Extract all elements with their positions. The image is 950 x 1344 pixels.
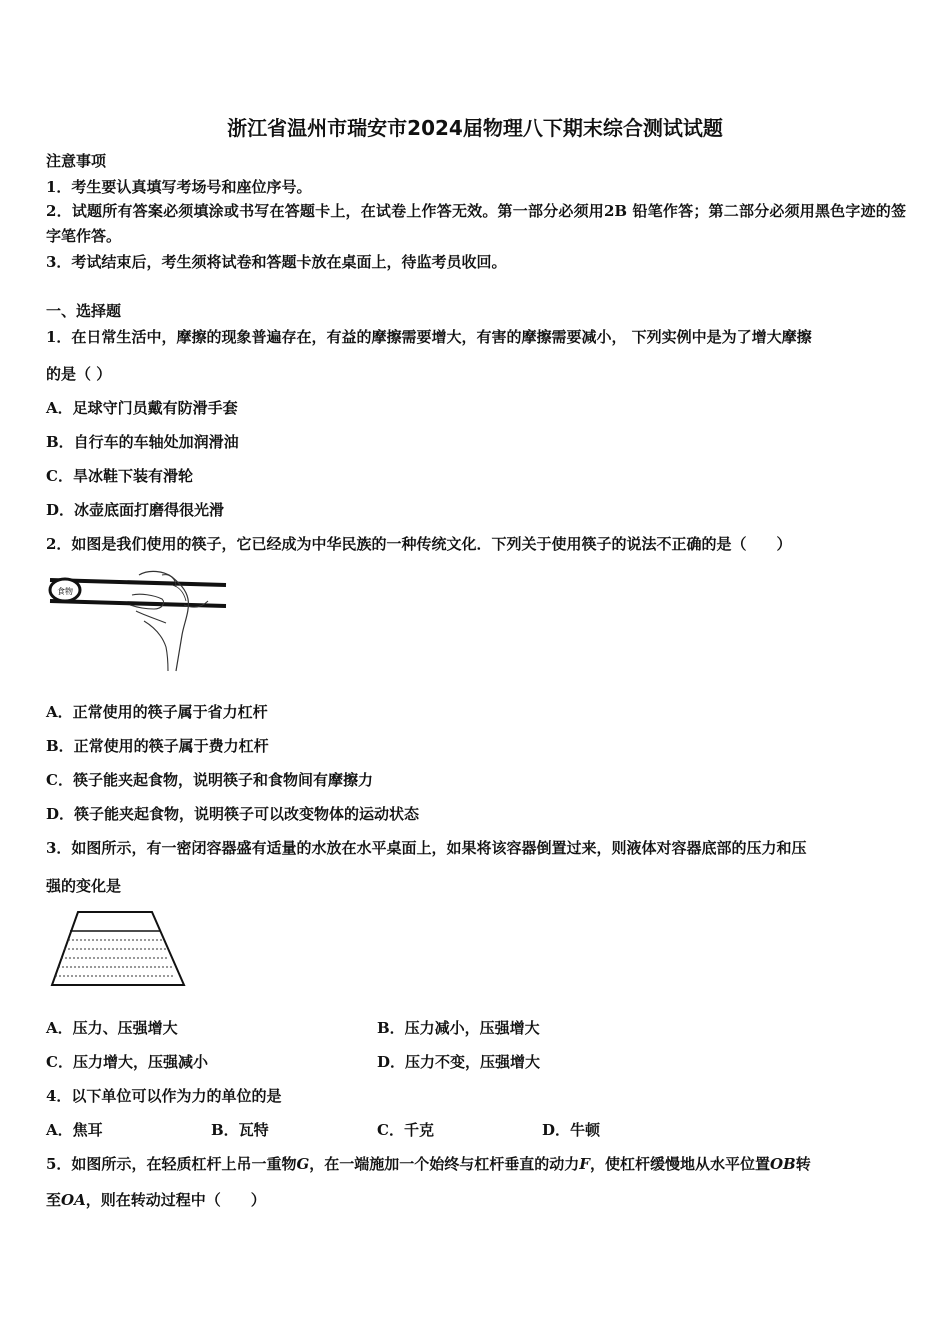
q2-option-d: D．筷子能夹起食物，说明筷子可以改变物体的运动状态: [46, 805, 420, 823]
q4-option-a: A．焦耳: [46, 1121, 103, 1139]
q2-option-a: A．正常使用的筷子属于省力杠杆: [46, 703, 268, 721]
q4-option-d: D．牛顿: [542, 1121, 601, 1139]
q1-option-d: D．冰壶底面打磨得很光滑: [46, 501, 225, 519]
q5-stem-line2: [46, 1190, 266, 1210]
notice-heading: 注意事项: [46, 152, 107, 170]
q3-stem-line1: 3．如图所示，有一密闭容器盛有适量的水放在水平桌面上，如果将该容器倒置过来，则液体对容器底部的压力和压: [46, 839, 807, 857]
section-heading: 一、选择题: [46, 302, 122, 320]
q5-text-1: 5．如图所示，在轻质杠杆上吊一重物: [46, 1155, 297, 1173]
q5-text-6: ，则在转动过程中（ ）: [85, 1191, 266, 1209]
q5-var-oa: OA: [61, 1191, 86, 1209]
q5-text-5: 至: [46, 1191, 62, 1209]
q3-option-b: B．压力减小，压强增大: [377, 1019, 540, 1037]
q5-text-2: ，在一端施加一个始终与杠杆垂直的动力: [309, 1155, 580, 1173]
q4-option-c: C．千克: [377, 1121, 434, 1139]
q5-var-f: F: [579, 1155, 590, 1173]
page-title: 浙江省温州市瑞安市2024届物理八下期末综合测试试题: [227, 116, 723, 140]
q1-option-b: B．自行车的车轴处加润滑油: [46, 433, 239, 451]
chopsticks-figure: [44, 565, 234, 673]
q3-option-c: C．压力增大，压强减小: [46, 1053, 208, 1071]
q3-option-d: D．压力不变，压强增大: [377, 1053, 541, 1071]
q5-stem-line1: [46, 1154, 811, 1174]
q1-stem-line1: 1．在日常生活中，摩擦的现象普遍存在，有益的摩擦需要增大，有害的摩擦需要减小， 下列实例中是为了增大摩擦: [46, 328, 812, 346]
notice-item-1: 1．考生要认真填写考场号和座位序号。: [46, 178, 312, 196]
q2-option-b: B．正常使用的筷子属于费力杠杆: [46, 737, 269, 755]
q1-option-a: A．足球守门员戴有防滑手套: [46, 399, 238, 417]
q3-stem-line2: 强的变化是: [46, 877, 122, 895]
q3-option-a: A．压力、压强增大: [46, 1019, 178, 1037]
q5-text-4: 转: [795, 1155, 811, 1173]
q1-stem-line2: 的是（ ）: [46, 365, 112, 383]
q4-stem: 4．以下单位可以作为力的单位的是: [46, 1087, 282, 1105]
container-figure: [48, 908, 190, 990]
q5-var-ob: OB: [769, 1155, 796, 1173]
q5-var-g: G: [296, 1155, 310, 1173]
notice-item-3: 3．考试结束后，考生须将试卷和答题卡放在桌面上，待监考员收回。: [46, 253, 507, 271]
q2-stem: 2．如图是我们使用的筷子，它已经成为中华民族的一种传统文化．下列关于使用筷子的说法不正确的是（ ）: [46, 535, 792, 553]
q5-text-3: ，使杠杆缓慢地从水平位置: [589, 1155, 770, 1173]
q1-option-c: C．旱冰鞋下装有滑轮: [46, 467, 193, 485]
figure-food-label: 食物: [57, 587, 73, 596]
notice-item-2: 2．试题所有答案必须填涂或书写在答题卡上，在试卷上作答无效。第一部分必须用2B 铅笔作答；第二部分必须用黑色字迹的签字笔作答。: [46, 202, 906, 245]
q2-option-c: C．筷子能夹起食物，说明筷子和食物间有摩擦力: [46, 771, 373, 789]
q4-option-b: B．瓦特: [211, 1121, 269, 1139]
